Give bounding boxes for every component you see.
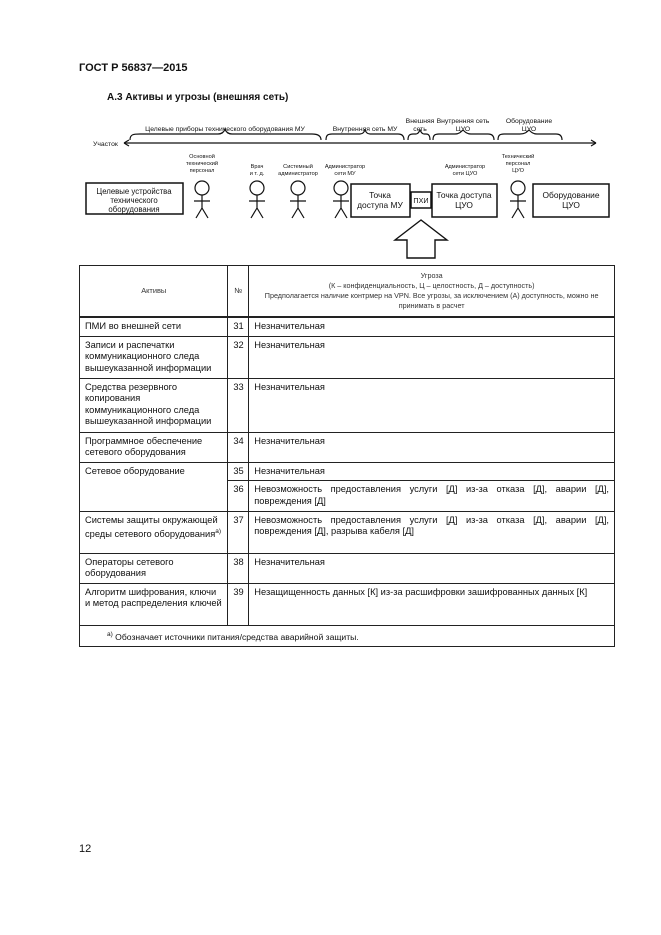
asset-cell: Программное обеспечение сетевого оборудования <box>80 432 228 462</box>
box-pkhi-text: ПХИ <box>413 196 429 205</box>
footnote-mark: а) <box>107 630 113 638</box>
actor-label-sysadmin-1: Системный <box>283 164 313 170</box>
table-row <box>80 432 615 462</box>
box-equip-cuo-text-1: Оборудование <box>542 190 600 200</box>
box-ap-cuo-text-2: ЦУО <box>455 200 473 210</box>
box-ap-mu-text-1: Точка <box>369 190 391 200</box>
up-arrow-icon <box>395 220 447 258</box>
num-cell: 38 <box>228 553 249 583</box>
actor-label-netadmin-cuo-1: Администратор <box>444 164 486 170</box>
num-cell: 37 <box>228 511 249 553</box>
num-cell: 34 <box>228 432 249 462</box>
threat-cell: Незащищенность данных [К] из-за расшифровки зашифрованных данных [К] <box>249 583 615 625</box>
footnote <box>80 625 615 646</box>
actor-label-tech-1: Основной <box>189 154 215 160</box>
header-threat-title: Угроза <box>420 271 443 280</box>
person-icon <box>249 181 265 218</box>
asset-cell: Алгоритм шифрования, ключи и метод распределения ключей <box>80 583 228 625</box>
asset-cell <box>80 511 228 553</box>
box-target-text-3: оборудования <box>108 205 160 214</box>
threat-cell: Незначительная <box>249 378 615 432</box>
num-cell: 36 <box>228 481 249 511</box>
assets-threats-table <box>79 265 615 647</box>
box-target-text-1: Целевые устройства <box>96 187 172 196</box>
table-row <box>80 583 615 625</box>
table-row <box>80 378 615 432</box>
actor-label-doctor-1: Врач <box>250 164 264 170</box>
brace-label-internal-cuo-2: ЦУО <box>455 126 471 133</box>
table-row <box>80 511 615 553</box>
footnote-row <box>80 625 615 646</box>
footnote-ref: а) <box>215 528 222 536</box>
box-ap-cuo-text-1: Точка доступа <box>436 190 492 200</box>
num-cell: 35 <box>228 462 249 481</box>
page-number: 12 <box>79 843 92 855</box>
brace-label-external-2: сеть <box>413 126 427 133</box>
threat-cell: Незначительная <box>249 432 615 462</box>
person-icon <box>510 181 526 218</box>
asset-cell: Операторы сетевого оборудования <box>80 553 228 583</box>
brace-label-target: Целевые приборы технического оборудования МУ <box>145 126 305 133</box>
asset-text: Системы защиты окружающей среды сетевого оборудования <box>85 514 218 540</box>
table-row <box>80 317 615 336</box>
brace-label-equip-cuo-1: Оборудование <box>505 118 553 125</box>
person-icon <box>290 181 306 218</box>
section-title: А.3 Активы и угрозы (внешняя сеть) <box>107 92 289 103</box>
threat-cell: Невозможность предоставления услуги [Д] из-за отказа [Д], аварии [Д], повреждения [Д], разрыва кабеля [Д] <box>249 511 615 553</box>
actor-label-tech-cuo-3: ЦУО <box>512 168 524 174</box>
asset-cell: Сетевое оборудование <box>80 462 228 511</box>
box-target-text-2: технического <box>110 196 158 205</box>
asset-cell: Записи и распечатки коммуникационного следа вышеуказанной информации <box>80 336 228 378</box>
table-row <box>80 553 615 583</box>
num-cell: 33 <box>228 378 249 432</box>
actor-label-netadmin-mu-1: Администратор <box>324 164 366 170</box>
actor-label-tech-cuo-2: персонал <box>505 161 531 167</box>
num-cell: 32 <box>228 336 249 378</box>
actor-label-netadmin-cuo-2: сети ЦУО <box>452 171 478 177</box>
threat-cell: Незначительная <box>249 317 615 336</box>
header-assets: Активы <box>80 266 228 318</box>
actor-label-doctor-2: и т. д. <box>249 171 265 177</box>
threat-cell: Невозможность предоставления услуги [Д] из-за отказа [Д], аварии [Д], повреждения [Д] <box>249 481 615 511</box>
person-icon <box>333 181 349 218</box>
actor-label-sysadmin-2: администратор <box>278 171 318 177</box>
box-equip-cuo-text-2: ЦУО <box>562 200 580 210</box>
site-label: Участок <box>93 141 118 148</box>
table-header-row <box>80 266 615 318</box>
table-row <box>80 462 615 481</box>
actor-label-netadmin-mu-2: сети МУ <box>334 171 356 177</box>
num-cell: 31 <box>228 317 249 336</box>
brace-label-equip-cuo-2: ЦУО <box>521 126 537 133</box>
table-row <box>80 336 615 378</box>
header-threat-note: Предполагается наличие контрмер на VPN. Все угрозы, за исключением (А) доступность, можно не принимать в расчет <box>264 291 599 310</box>
actor-label-tech-2: технический <box>185 161 219 167</box>
person-icon <box>194 181 210 218</box>
asset-cell: ПМИ во внешней сети <box>80 317 228 336</box>
box-ap-mu-text-2: доступа МУ <box>357 200 403 210</box>
asset-cell: Средства резервного копирования коммуникационного следа вышеуказанной информации <box>80 378 228 432</box>
document-header: ГОСТ Р 56837—2015 <box>79 62 188 74</box>
header-threat-legend: (К – конфиденциальность, Ц – целостность, Д – доступность) <box>328 281 535 290</box>
threat-cell: Незначительная <box>249 553 615 583</box>
actor-label-tech-cuo-1: Технический <box>501 154 535 160</box>
threat-cell: Незначительная <box>249 462 615 481</box>
header-threat <box>249 266 615 318</box>
brace-label-internal-mu: Внутренняя сеть МУ <box>332 126 398 133</box>
header-num: № <box>228 266 249 318</box>
network-diagram <box>0 0 661 265</box>
num-cell: 39 <box>228 583 249 625</box>
threat-cell: Незначительная <box>249 336 615 378</box>
brace-label-internal-cuo-1: Внутренняя сеть <box>436 118 490 125</box>
actor-label-tech-3: персонал <box>189 168 215 174</box>
brace-label-external-1: Внешняя <box>405 118 435 125</box>
footnote-text: Обозначает источники питания/средства аварийной защиты. <box>112 631 359 642</box>
